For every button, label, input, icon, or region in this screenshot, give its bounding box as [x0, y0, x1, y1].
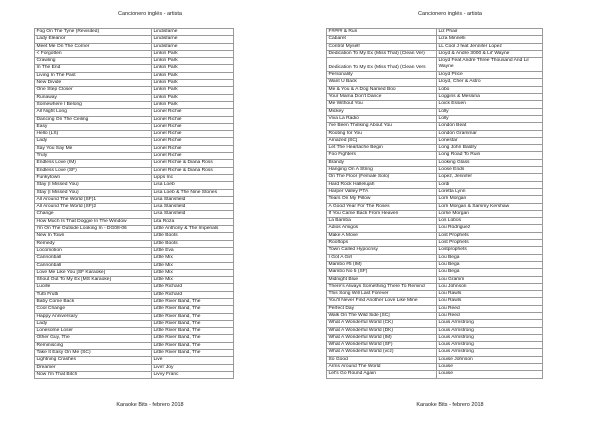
table-row	[35, 218, 234, 225]
song-title-cell: I've Been Thinking About You	[327, 123, 437, 130]
table-row	[35, 36, 234, 43]
table-row	[35, 167, 234, 174]
table-row	[327, 247, 543, 254]
table-row	[35, 284, 234, 291]
artist-cell: Little Mix	[152, 269, 234, 276]
table-row	[35, 211, 234, 218]
artist-cell: Lou Bega	[437, 261, 543, 268]
artist-cell: London Grammar	[437, 130, 543, 137]
table-row	[327, 283, 543, 290]
artist-cell: Little River Band, The	[152, 342, 234, 349]
artist-cell: Louis Armstrong	[437, 342, 543, 349]
table-row	[35, 189, 234, 196]
song-title-cell: Lightning Crashes	[35, 357, 152, 364]
table-row	[327, 196, 543, 203]
table-row	[327, 240, 543, 247]
artist-cell: Lloyd Feat Andre Three Thousand And Lil Wayne	[437, 58, 543, 72]
table-row	[35, 80, 234, 87]
artist-cell: Little Mix	[152, 262, 234, 269]
table-row	[35, 335, 234, 342]
artist-cell: Lionel Richie	[152, 138, 234, 145]
artist-cell: LL Cool J feat Jennifer Lopez	[437, 43, 543, 50]
table-row	[327, 291, 543, 298]
artist-cell: Lindisfarne	[152, 36, 234, 43]
song-title-cell: Lucille	[35, 284, 152, 291]
artist-cell: Linkin Park	[152, 87, 234, 94]
table-row	[35, 328, 234, 335]
table-row	[327, 232, 543, 239]
song-title-cell: There's Always Something There To Remind	[327, 283, 437, 290]
table-row	[327, 167, 543, 174]
artist-cell: Lionel Richie	[152, 116, 234, 123]
song-title-cell: What A Wonderful World (SF)	[327, 342, 437, 349]
song-title-cell: Lonesome Loser	[35, 328, 152, 335]
song-title-cell: Change	[35, 211, 152, 218]
table-row	[327, 305, 543, 312]
artist-cell: Lisa Loeb & The Nine Stories	[152, 189, 234, 196]
table-row	[327, 79, 543, 86]
table-row	[327, 86, 543, 93]
song-title-cell: What A Wonderful World (IM)	[327, 334, 437, 341]
song-title-cell: Adios Amigos	[327, 225, 437, 232]
artist-cell: Louis Armstrong	[437, 320, 543, 327]
table-row	[35, 269, 234, 276]
song-title-cell: Living In The Past	[35, 72, 152, 79]
song-title-cell: I'm On The Outside Looking In - DG08-06	[35, 226, 152, 233]
artist-cell: Little River Band, The	[152, 335, 234, 342]
artist-cell: Liz Phair	[437, 29, 543, 36]
song-title-cell: Control Myself	[327, 43, 437, 50]
artist-cell: Louise	[437, 371, 543, 378]
table-row	[327, 94, 543, 101]
artist-cell: Louise	[437, 364, 543, 371]
artist-cell: Lonestar	[437, 137, 543, 144]
table-row	[35, 101, 234, 108]
artist-cell: Lloyd, Cher & Astro	[437, 79, 543, 86]
artist-cell: Lindisfarne	[152, 29, 234, 36]
table-row	[35, 116, 234, 123]
song-title-cell: Tutti Frutti	[35, 291, 152, 298]
artist-cell: Little Boots	[152, 240, 234, 247]
artist-cell: Live	[152, 357, 234, 364]
song-title-cell: Endless Love (IM)	[35, 160, 152, 167]
artist-cell: Lopez, Jennifer	[437, 174, 543, 181]
artist-cell: Lionel Richie	[152, 145, 234, 152]
table-row	[327, 152, 543, 159]
artist-cell: Lindisfarne	[152, 43, 234, 50]
table-row	[327, 115, 543, 122]
artist-cell: Lostprophets	[437, 247, 543, 254]
artist-cell: Lou Rawls	[437, 291, 543, 298]
song-title-cell: Other Guy, The	[35, 335, 152, 342]
table-row	[35, 87, 234, 94]
song-title-cell: Cool Change	[35, 306, 152, 313]
table-row	[327, 225, 543, 232]
table-row	[327, 50, 543, 57]
table-row	[327, 36, 543, 43]
artist-cell: Little River Band, The	[152, 306, 234, 313]
table-row	[35, 196, 234, 203]
table-row	[327, 312, 543, 319]
page-title: Cancionero inglés - artista	[118, 11, 182, 17]
artist-cell: Little River Band, The	[152, 298, 234, 305]
artist-cell: Linkin Park	[152, 50, 234, 57]
table-row	[35, 364, 234, 371]
table-row	[35, 262, 234, 269]
table-row	[327, 320, 543, 327]
song-title-cell: Midnight Blue	[327, 276, 437, 283]
song-title-cell: Your Mama Don't Dance	[327, 94, 437, 101]
song-title-cell: In The End	[35, 65, 152, 72]
song-title-cell: Locomotion	[35, 247, 152, 254]
table-row	[327, 72, 543, 79]
table-row	[327, 188, 543, 195]
table-row	[327, 123, 543, 130]
artist-cell: Linkin Park	[152, 65, 234, 72]
table-row	[327, 349, 543, 356]
song-title-cell: Mickey	[327, 108, 437, 115]
song-title-cell: Funkytown	[35, 174, 152, 181]
song-title-cell: Walk On The Wild Side [SC]	[327, 312, 437, 319]
artist-cell: Little Anthony & The Imperials	[152, 226, 234, 233]
table-row	[327, 101, 543, 108]
song-title-cell: Now I'm That Bitch	[35, 371, 152, 378]
table-row	[35, 350, 234, 357]
table-row	[327, 261, 543, 268]
song-title-cell: Cabaret	[327, 36, 437, 43]
table-row	[327, 218, 543, 225]
song-title-cell: How Much Is That Doggie In The Window	[35, 218, 152, 225]
table-row	[35, 247, 234, 254]
page-footer: Karaoke Bits - febrero 2018	[116, 402, 184, 408]
table-row	[35, 29, 234, 36]
table-row	[327, 342, 543, 349]
artist-cell: Livin' Joy	[152, 364, 234, 371]
song-title-cell: Shout Out To My Ex [MS Karaoke]	[35, 277, 152, 284]
song-title-cell: Crawling	[35, 58, 152, 65]
song-title-cell: All Around The World (SF)1	[35, 196, 152, 203]
song-title-cell: All Around The World (SF)2	[35, 204, 152, 211]
song-title-cell: Personality	[327, 72, 437, 79]
table-row	[327, 108, 543, 115]
song-title-cell: Let's Go Round Again	[327, 371, 437, 378]
song-title-cell: Take It Easy On Me (SC)	[35, 350, 152, 357]
table-row	[35, 145, 234, 152]
table-row	[327, 137, 543, 144]
artist-cell: Looking Glass	[437, 159, 543, 166]
table-row	[35, 342, 234, 349]
song-title-cell: Happy Anniversary	[35, 313, 152, 320]
artist-cell: Louis Armstrong	[437, 327, 543, 334]
table-row	[327, 210, 543, 217]
artist-cell: Linkin Park	[152, 101, 234, 108]
song-title-cell: If You Came Back From Heaven	[327, 210, 437, 217]
artist-cell: Los Lobos	[437, 218, 543, 225]
table-row	[327, 159, 543, 166]
song-title-cell: Runaway	[35, 94, 152, 101]
song-title-cell: What A Wonderful World (CK)	[327, 320, 437, 327]
table-row	[35, 182, 234, 189]
table-row	[35, 255, 234, 262]
song-title-cell: Hard Rock Hallelujah	[327, 181, 437, 188]
song-title-cell: Rooftops	[327, 240, 437, 247]
artist-cell: Lorri Morgan & Sammy Kershaw	[437, 203, 543, 210]
song-title-cell: Mambo No 5 (SF)	[327, 269, 437, 276]
song-title-cell: Me Without You	[327, 101, 437, 108]
song-title-cell: Hanging On A String	[327, 167, 437, 174]
artist-cell: Little Richard	[152, 291, 234, 298]
song-title-cell: Meet Me On The Corner	[35, 43, 152, 50]
artist-cell: Louis Armstrong	[437, 349, 543, 356]
artist-cell: Linkin Park	[152, 72, 234, 79]
song-title-cell: Arms Around The World	[327, 364, 437, 371]
song-title-cell: All Night Long	[35, 109, 152, 116]
table-row	[35, 277, 234, 284]
artist-cell: Lionel Richie & Diana Ross	[152, 160, 234, 167]
artist-cell: Liza Minnelli	[437, 36, 543, 43]
song-title-cell: Let The Heartache Begin	[327, 145, 437, 152]
artist-cell: Lionel Richie	[152, 131, 234, 138]
table-row	[35, 109, 234, 116]
artist-cell: Lionel Richie	[152, 109, 234, 116]
artist-cell: Little Mix	[152, 255, 234, 262]
artist-cell: Lou Rodriguez	[437, 225, 543, 232]
artist-cell: Lolly	[437, 115, 543, 122]
artist-cell: Little Mix	[152, 277, 234, 284]
table-row	[327, 130, 543, 137]
table-row	[327, 269, 543, 276]
page-footer: Karaoke Bits - febrero 2018	[416, 402, 484, 408]
table-row	[327, 334, 543, 341]
artist-cell: Lisa Stansfield	[152, 204, 234, 211]
song-title-cell: Dedication To My Ex (Miss That) (Clean Ver)	[327, 50, 437, 57]
table-row	[35, 160, 234, 167]
artist-cell: Linkin Park	[152, 58, 234, 65]
table-row	[327, 298, 543, 305]
song-title-cell: I Got A Girl	[327, 254, 437, 261]
song-title-cell: You'll Never Find Another Love Like Mine	[327, 298, 437, 305]
song-table	[326, 28, 543, 379]
table-row	[327, 29, 543, 36]
song-title-cell: Cannonball	[35, 262, 152, 269]
table-row	[35, 313, 234, 320]
song-title-cell: Stay (I Missed You)	[35, 182, 152, 189]
song-title-cell: Dreamer	[35, 364, 152, 371]
table-row	[35, 123, 234, 130]
song-title-cell: Easy	[35, 123, 152, 130]
artist-cell: Lou Rawls	[437, 298, 543, 305]
table-row	[327, 174, 543, 181]
song-title-cell: Love Me Like You [SF Karaoke]	[35, 269, 152, 276]
song-title-cell: What A Wonderful World (vcz)	[327, 349, 437, 356]
table-row	[35, 72, 234, 79]
artist-cell: Lisa Loeb	[152, 182, 234, 189]
song-title-cell: Me & You & A Dog Named Boo	[327, 86, 437, 93]
song-title-cell: Truly	[35, 153, 152, 160]
artist-cell: Little Eva	[152, 247, 234, 254]
artist-cell: Lionel Richie & Diana Ross	[152, 167, 234, 174]
song-title-cell: Somewhere I Belong	[35, 101, 152, 108]
artist-cell: Little River Band, The	[152, 320, 234, 327]
table-row	[35, 240, 234, 247]
table-row	[35, 138, 234, 145]
artist-cell: Lita Roza	[152, 218, 234, 225]
song-title-cell: Lady	[35, 320, 152, 327]
table-row	[327, 203, 543, 210]
table-row	[35, 291, 234, 298]
artist-cell: Lou Reed	[437, 312, 543, 319]
artist-cell: Lorrie Morgan	[437, 210, 543, 217]
song-title-cell: Want U Back	[327, 79, 437, 86]
artist-cell: Lorri Morgan	[437, 196, 543, 203]
song-title-cell: Reminiscing	[35, 342, 152, 349]
table-row	[327, 356, 543, 363]
song-title-cell: This Song Will Last Forever	[327, 291, 437, 298]
song-title-cell: Harper Valley PTA	[327, 188, 437, 195]
table-row	[35, 94, 234, 101]
song-title-cell: La Bamba	[327, 218, 437, 225]
table-row	[35, 50, 234, 57]
table-row	[35, 306, 234, 313]
artist-cell: Lou Gramm	[437, 276, 543, 283]
song-title-cell: A Good Year For The Roses	[327, 203, 437, 210]
song-title-cell: What A Wonderful World (DK)	[327, 327, 437, 334]
artist-cell: Linkin Park	[152, 80, 234, 87]
table-row	[327, 364, 543, 371]
artist-cell: Loick Essien	[437, 101, 543, 108]
artist-cell: Long Road To Ruin	[437, 152, 543, 159]
table-row	[35, 204, 234, 211]
song-title-cell: On The Floor (Female Solo)	[327, 174, 437, 181]
artist-cell: Lloyd & Andre 3000 & Lil' Wayne	[437, 50, 543, 57]
artist-cell: Livvy Franc	[152, 371, 234, 378]
song-title-cell: Tears On My Pillow	[327, 196, 437, 203]
table-row	[327, 371, 543, 378]
song-title-cell: One Step Closer	[35, 87, 152, 94]
song-title-cell: Stay (I Missed You)	[35, 189, 152, 196]
song-title-cell: < Forgotten	[35, 50, 152, 57]
artist-cell: Lobo	[437, 86, 543, 93]
artist-cell: Loose Ends	[437, 167, 543, 174]
artist-cell: Little Boots	[152, 233, 234, 240]
artist-cell: Loretta Lynn	[437, 188, 543, 195]
artist-cell: Louise Johnson	[437, 356, 543, 363]
song-title-cell: Town Called Hypocrisy	[327, 247, 437, 254]
artist-cell: Little River Band, The	[152, 328, 234, 335]
artist-cell: Little River Band, The	[152, 350, 234, 357]
song-title-cell: New Divide	[35, 80, 152, 87]
song-title-cell: Endless Love (SF)	[35, 167, 152, 174]
artist-cell: London Beat	[437, 123, 543, 130]
page-title: Cancionero inglés - artista	[418, 11, 482, 17]
artist-cell: Lisa Stansfield	[152, 211, 234, 218]
artist-cell: Louis Armstrong	[437, 334, 543, 341]
table-row	[35, 58, 234, 65]
song-title-cell: Hello (LS)	[35, 131, 152, 138]
table-row	[35, 298, 234, 305]
artist-cell: Lionel Richie	[152, 153, 234, 160]
table-row	[327, 145, 543, 152]
table-row	[35, 65, 234, 72]
song-title-cell: Rooting for You	[327, 130, 437, 137]
song-title-cell: Lady	[35, 138, 152, 145]
artist-cell: Lipps Inc	[152, 174, 234, 181]
table-row	[35, 131, 234, 138]
table-row	[327, 276, 543, 283]
artist-cell: Little Richard	[152, 284, 234, 291]
song-title-cell: New In Town	[35, 233, 152, 240]
artist-cell: Lolly	[437, 108, 543, 115]
song-title-cell: Perfect Day	[327, 305, 437, 312]
song-title-cell: Remedy	[35, 240, 152, 247]
artist-cell: Lost Prophets	[437, 232, 543, 239]
artist-cell: Lou Reed	[437, 305, 543, 312]
song-title-cell: Dedication To My Ex (Miss That) (Clean Vers	[327, 58, 437, 72]
artist-cell: Lordi	[437, 181, 543, 188]
artist-cell: Lou Johnson	[437, 283, 543, 290]
song-table	[34, 28, 234, 379]
table-row	[327, 181, 543, 188]
artist-cell: Long John Baldry	[437, 145, 543, 152]
table-row	[327, 43, 543, 50]
table-row	[35, 226, 234, 233]
artist-cell: Linkin Park	[152, 94, 234, 101]
song-title-cell: Make A Move	[327, 232, 437, 239]
table-row	[35, 233, 234, 240]
artist-cell: Lost Prophets	[437, 240, 543, 247]
artist-cell: Lou Bega	[437, 254, 543, 261]
song-title-cell: F#### & Run	[327, 29, 437, 36]
page-right	[300, 0, 600, 424]
artist-cell: Lisa Stansfield	[152, 196, 234, 203]
artist-cell: Lou Bega	[437, 269, 543, 276]
artist-cell: Little River Band, The	[152, 313, 234, 320]
table-row	[35, 43, 234, 50]
song-title-cell: Mambo #5 (IM)	[327, 261, 437, 268]
table-row	[35, 174, 234, 181]
song-title-cell: Cannonball	[35, 255, 152, 262]
table-row	[35, 320, 234, 327]
song-title-cell: Amazed [SC]	[327, 137, 437, 144]
song-title-cell: So Good	[327, 356, 437, 363]
song-title-cell: Say You Say Me	[35, 145, 152, 152]
song-title-cell: Foo Fighters	[327, 152, 437, 159]
song-title-cell: Fog On The Tyne (Revisited)	[35, 29, 152, 36]
song-title-cell: Lady Eleanor	[35, 36, 152, 43]
table-row	[35, 371, 234, 378]
song-title-cell: Dancing On The Ceiling	[35, 116, 152, 123]
artist-cell: Loggins & Messina	[437, 94, 543, 101]
table-row	[327, 327, 543, 334]
artist-cell: Lloyd Price	[437, 72, 543, 79]
song-title-cell: Brandy	[327, 159, 437, 166]
table-row	[35, 357, 234, 364]
table-row	[35, 153, 234, 160]
song-title-cell: Baby Come Back	[35, 298, 152, 305]
song-title-cell: Viva La Radio	[327, 115, 437, 122]
table-row	[327, 58, 543, 72]
table-row	[327, 254, 543, 261]
artist-cell: Lionel Richie	[152, 123, 234, 130]
